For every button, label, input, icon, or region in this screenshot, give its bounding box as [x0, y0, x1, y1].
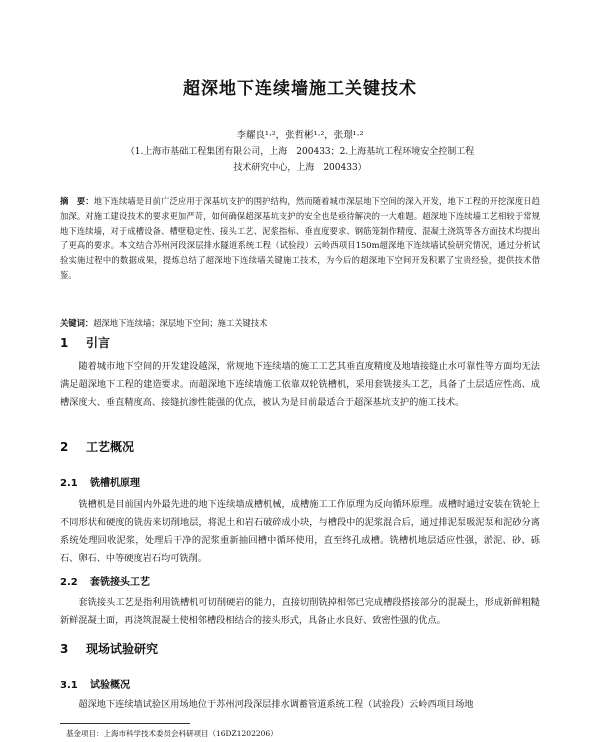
- paper-title: 超深地下连续墙施工关键技术: [183, 79, 417, 99]
- paragraph-test-overview: 超深地下连续墙试验区用场地位于苏州河段深层排水调蓄管道系统工程（试验段）云岭西项目场地: [78, 699, 474, 710]
- subsection-title: 试验概况: [90, 680, 130, 691]
- subsection-heading: [60, 573, 150, 588]
- section-title: 引言: [86, 336, 111, 350]
- section-heading: [60, 438, 134, 455]
- subsection-heading: [60, 474, 140, 489]
- paragraph-joint-technique: 套铣接头工艺是指利用铣槽机可切削硬岩的能力，直接切削铣掉相邻已完成槽段搭接部分的混凝土，形成新鲜粗糙新鲜混凝土面，再浇筑混凝土使相邻槽段相结合的接头形式，具备止水良好、致密性强的优点。: [60, 597, 540, 626]
- subsection-number: 2.2: [60, 577, 78, 588]
- affiliation-line-2: 技术研究中心，上海 200433）: [233, 163, 367, 173]
- section-heading: [60, 640, 158, 657]
- keywords-text: 超深地下连续墙；深层地下空间；施工关键技术: [93, 318, 268, 328]
- abstract-text: 地下连续墙是目前广泛应用于深基坑支护的围护结构，然而随着城市深层地下空间的深入开发，地下工程的开挖深度日趋加深。对施工建设技术的要求更加严苛，如何确保超深基坑支护的安全也是亟待解决的一大难题。超深地下连续墙工艺相较于常规地下连续墙，对于成槽设备、槽壁稳定性、接头工艺、泥浆指标、垂直度要求、钢筋笼制作精度、混凝土浇筑等各方面技术均提出了更高的要求。本文结合苏州河段深层排水隧道系统工程（试验段）云岭西项目150m超深地下连续墙试验研究情况，通过分析试验实施过程中的数据成果，提炼总结了超深地下连续墙关键施工技术，为今后的超深地下空间开发积累了宝贵经验，提供技术借鉴。: [60, 196, 540, 280]
- footnote: 基金项目：上海市科学技术委员会科研项目（16DZ1202206）: [66, 729, 278, 738]
- keywords-label: 关键词：: [60, 318, 94, 328]
- section-number: 1: [60, 336, 69, 350]
- subsection-heading: [60, 676, 130, 691]
- paragraph-milling-principle: 铣槽机是目前国内外最先进的地下连续墙成槽机械，成槽施工工作原理为反向循环原理。成槽时通过安装在铣轮上不同形状和硬度的铣齿来切削地层，将泥土和岩石破碎成小块，与槽段中的泥浆混合后，通过排泥泵吸泥泵和泥砂分离系统处理回收泥浆，处理后干净的泥浆重新抽回槽中循环使用，直至终孔成槽。铣槽机地层适应性强，淤泥、砂、砾石、卵石、中等硬度岩石均可铣削。: [60, 499, 540, 564]
- section-number: 3: [60, 642, 69, 656]
- subsection-number: 3.1: [60, 680, 78, 691]
- subsection-title: 套铣接头工艺: [90, 577, 150, 588]
- subsection-number: 2.1: [60, 478, 78, 489]
- subsection-title: 铣槽机原理: [90, 478, 140, 489]
- abstract: [60, 194, 540, 283]
- abstract-label: 摘 要：: [60, 196, 94, 206]
- section-heading: [60, 334, 110, 351]
- section-title: 现场试验研究: [86, 642, 159, 656]
- author-list: 李耀良¹·²，张哲彬¹·²，张璟¹·²: [236, 130, 364, 141]
- paragraph-introduction: 随着城市地下空间的开发建设越深，常规地下连续墙的施工工艺其垂直度精度及地墙接缝止水可靠性等方面均无法满足超深地下工程的建造要求。而超深地下连续墙施工依靠双轮铣槽机，采用套铣接头工艺，具备了土层适应性高、成槽深度大、垂直精度高、接缝抗渗性能强的优点，被认为是目前最适合于超深基坑支护的施工技术。: [60, 361, 540, 408]
- section-title: 工艺概况: [86, 440, 135, 454]
- affiliation-line-1: （1.上海市基础工程集团有限公司，上海 200433；2.上海基坑工程环境安全控制工程: [125, 147, 475, 157]
- section-number: 2: [60, 440, 69, 454]
- footnote-divider: [60, 723, 190, 724]
- keywords: [60, 316, 540, 330]
